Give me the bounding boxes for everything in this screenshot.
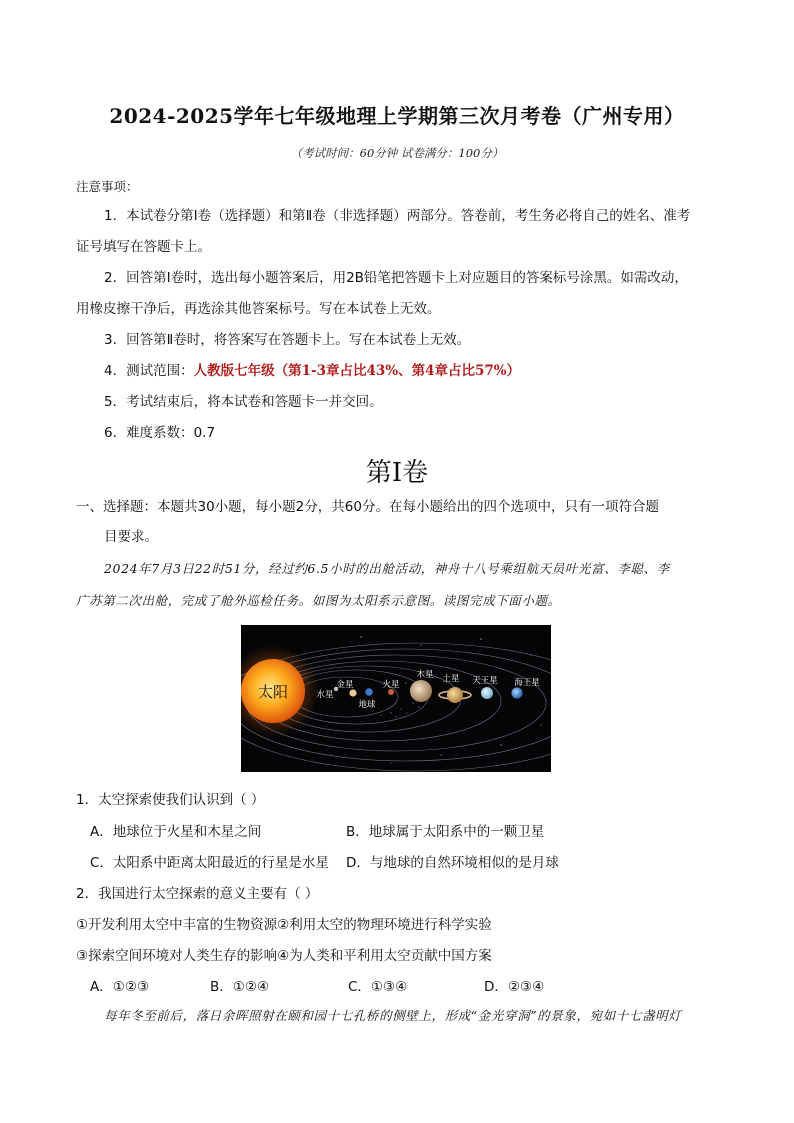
notice-item-2 [76, 263, 736, 325]
passage-1-line-a: 2024年7月3日22时51分，经过约6.5小时的出舱活动，神舟十八号乘组航天员叶光富、李聪、李 [104, 561, 670, 576]
earth-label: 地球 [358, 700, 376, 710]
sun-label: 太阳 [257, 683, 289, 701]
notice-item-1-line-a: 1．本试卷分第Ⅰ卷（选择题）和第Ⅱ卷（非选择题）两部分。答卷前，考生务必将自己的姓名、准考 [104, 208, 691, 224]
passage-2-line-a: 每年冬至前后，落日余晖照射在颐和园十七孔桥的侧壁上，形成“金光穿洞”的景象，宛如十七盏明灯 [104, 1008, 682, 1023]
section-intro-line-a: 一、选择题：本题共30小题，每小题2分，共60分。在每小题给出的四个选项中，只有一项符合题 [76, 499, 659, 515]
earth [365, 688, 373, 696]
notice-item-5 [76, 387, 736, 418]
passage-1-line-b: 广苏第二次出舱，完成了舱外巡检任务。如图为太阳系示意图。读图完成下面小题。 [76, 593, 561, 608]
question-2-option-a: A．①②③ [90, 979, 150, 995]
passage-2 [76, 1000, 736, 1032]
notice-item-2-line-b: 用橡皮擦干净后，再选涂其他答案标号。写在本试卷上无效。 [76, 301, 441, 317]
notice-item-3 [76, 325, 736, 356]
venus-label: 金星 [336, 680, 354, 690]
question-1-stem: 1．太空探索使我们认识到（ ） [76, 792, 265, 808]
venus [349, 689, 356, 696]
solar-system-figure [241, 625, 551, 772]
neptune-label: 海王星 [514, 678, 540, 688]
question-2-statements-2: ③探索空间环境对人类生存的影响④为人类和平利用太空贡献中国方案 [76, 948, 492, 964]
difficulty-coefficient: 6．难度系数：0.7 [104, 425, 216, 441]
notice-item-4-label: 4．测试范围： [104, 363, 194, 379]
saturn-label: 土星 [442, 674, 460, 684]
notice-item-1-line-b: 证号填写在答题卡上。 [76, 239, 211, 255]
jupiter [410, 680, 432, 702]
mars-label: 火星 [382, 680, 400, 690]
exam-subtitle: （考试时间：60分钟 试卷满分：100分） [290, 146, 504, 160]
notice-item-3-text: 3．回答第Ⅱ卷时，将答案写在答题卡上。写在本试卷上无效。 [104, 332, 471, 348]
question-1-option-a: A．地球位于火星和木星之间 [90, 824, 262, 840]
mercury-label: 水星 [316, 690, 334, 700]
question-1-option-b: B．地球属于太阳系中的一颗卫星 [346, 824, 545, 840]
jupiter-label: 木星 [416, 670, 434, 680]
page-title: 2024-2025学年七年级地理上学期第三次月考卷（广州专用） [109, 104, 685, 128]
test-range: 人教版七年级（第1-3章占比43%、第4章占比57%） [193, 363, 521, 379]
notice-item-1 [76, 201, 736, 263]
section-intro-line-b: 目要求。 [104, 529, 158, 545]
section-title: 第Ⅰ卷 [365, 458, 429, 488]
question-2-option-d: D．②③④ [484, 979, 545, 995]
uranus-label: 天王星 [472, 676, 498, 686]
question-2-stem: 2．我国进行太空探索的意义主要有（ ） [76, 886, 319, 902]
question-2-option-c: C．①③④ [348, 979, 408, 995]
question-1-option-c: C．太阳系中距离太阳最近的行星是水星 [90, 855, 329, 871]
saturn [447, 687, 463, 703]
passage-1 [76, 553, 736, 617]
uranus [481, 687, 493, 699]
section-intro [76, 492, 736, 552]
question-2-option-b: B．①②④ [210, 979, 270, 995]
notice-item-4 [76, 356, 736, 387]
notice-item-5-text: 5．考试结束后，将本试卷和答题卡一并交回。 [104, 394, 383, 410]
question-1-option-d: D．与地球的自然环境相似的是月球 [346, 855, 559, 871]
question-2-statements-1: ①开发利用太空中丰富的生物资源②利用太空的物理环境进行科学实验 [76, 917, 492, 933]
notice-heading: 注意事项： [76, 179, 139, 194]
notice-item-6 [76, 418, 736, 449]
neptune [511, 687, 522, 698]
notice-item-2-line-a: 2．回答第Ⅰ卷时，选出每小题答案后，用2B铅笔把答题卡上对应题目的答案标号涂黑。如需改动， [104, 270, 688, 286]
